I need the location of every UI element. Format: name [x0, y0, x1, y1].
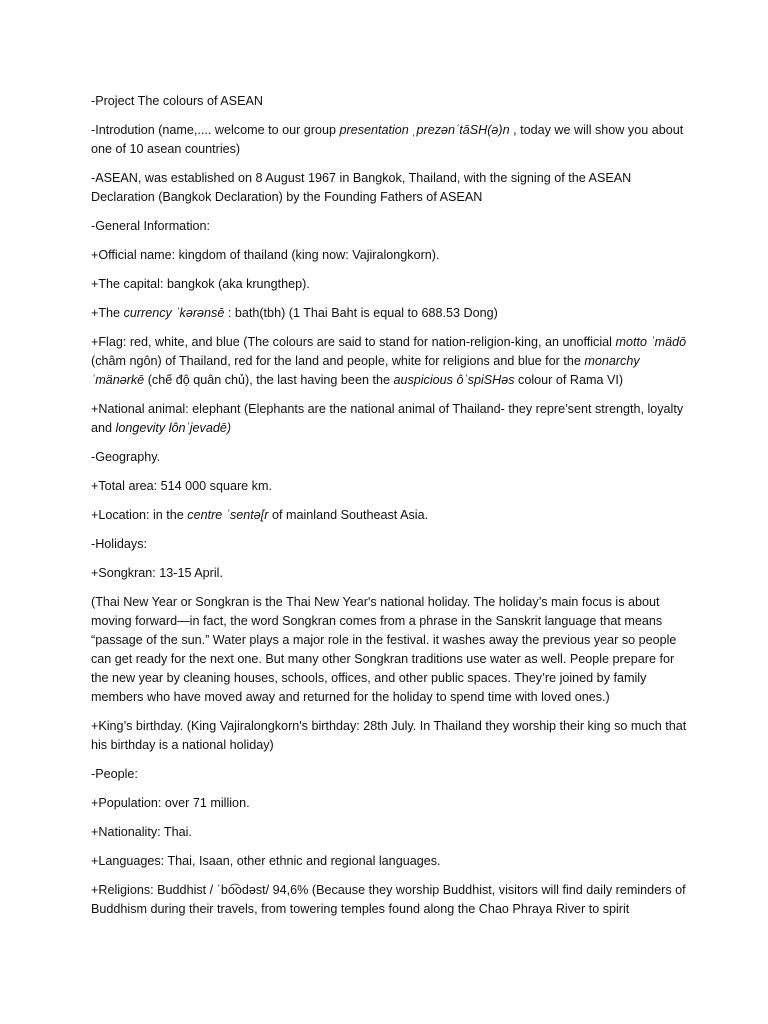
vocab-monarchy: monarchy ˈmänərkē	[91, 354, 640, 387]
geography-heading: -Geography.	[91, 450, 161, 464]
total-area-line: +Total area: 514 000 square km.	[91, 479, 272, 493]
flag-text-1: +Flag: red, white, and blue (The colours are said to stand for nation-religion-king, an unofficial	[91, 335, 616, 349]
introduction-paragraph	[91, 121, 691, 159]
flag-paragraph	[91, 333, 691, 390]
official-name-line: +Official name: kingdom of thailand (king now: Vajiralongkorn).	[91, 248, 440, 262]
population-line: +Population: over 71 million.	[91, 796, 250, 810]
document-page	[91, 92, 691, 929]
location-text: +Location: in the	[91, 508, 188, 522]
location-line	[91, 506, 691, 525]
flag-text-4: colour of Rama VI)	[514, 373, 624, 387]
vocab-currency: currency ˈkərənsē	[123, 306, 225, 320]
songkran-paragraph: (Thai New Year or Songkran is the Thai New Year's national holiday. The holiday’s main focus is about moving forward—in fact, the word Songkran comes from a phrase in the Sanskrit language that means “passage of the sun.” Water plays a major role in the festival. it washes away the previous year so people can get ready for the next one. But many other Songkran traditions use water as well. People prepare for the new year by cleaning houses, schools, offices, and other public spaces. They’re joined by family members who have moved away and returned for the holiday to spend time with loved ones.)	[91, 595, 677, 704]
flag-text-3: (chế độ quân chủ), the last having been the	[144, 373, 394, 387]
kings-birthday-paragraph: +King’s birthday. (King Vajiralongkorn's birthday: 28th July. In Thailand they worship their king so much that his birthday is a national holiday)	[91, 719, 687, 752]
songkran-line: +Songkran: 13-15 April.	[91, 566, 223, 580]
languages-line: +Languages: Thai, Isaan, other ethnic and regional languages.	[91, 854, 441, 868]
vocab-longevity: longevity lônˈjevadē)	[115, 421, 232, 435]
location-text-end: of mainland Southeast Asia.	[268, 508, 429, 522]
general-info-heading: -General Information:	[91, 219, 210, 233]
vocab-centre: centre ˈsentə[r	[187, 508, 269, 522]
people-heading: -People:	[91, 767, 138, 781]
introduction-text: -Introdution (name,.... welcome to our group	[91, 123, 340, 137]
national-animal-paragraph	[91, 400, 691, 438]
vocab-auspicious: auspicious ôˈspiSHəs	[393, 373, 515, 387]
religions-paragraph: +Religions: Buddhist / ˈbo͡odəst/ 94,6% (Because they worship Buddhist, visitors will find daily reminders of Buddhism during their travels, from towering temples found along the Chao Phraya River to spirit	[91, 883, 686, 916]
capital-line: +The capital: bangkok (aka krungthep).	[91, 277, 310, 291]
flag-text-2: (châm ngôn) of Thailand, red for the land and people, white for religions and blue for the	[91, 354, 585, 368]
vocab-motto: motto ˈmädō	[615, 335, 687, 349]
holidays-heading: -Holidays:	[91, 537, 147, 551]
currency-text: +The	[91, 306, 124, 320]
nationality-line: +Nationality: Thai.	[91, 825, 192, 839]
asean-paragraph: -ASEAN, was established on 8 August 1967 in Bangkok, Thailand, with the signing of the ASEAN Declaration (Bangkok Declaration) by the Founding Fathers of ASEAN	[91, 171, 632, 204]
introduction-text-end: , today we will show you about one of 10 asean countries)	[91, 123, 684, 156]
currency-text-end: : bath(tbh) (1 Thai Baht is equal to 688.53 Dong)	[224, 306, 498, 320]
currency-line	[91, 304, 691, 323]
national-animal-text: +National animal: elephant (Elephants are the national animal of Thailand- they repre’sent strength, loyalty and	[91, 402, 684, 435]
project-title: -Project The colours of ASEAN	[91, 94, 263, 108]
vocab-presentation: presentation ˌprezənˈtāSH(ə)n	[339, 123, 510, 137]
